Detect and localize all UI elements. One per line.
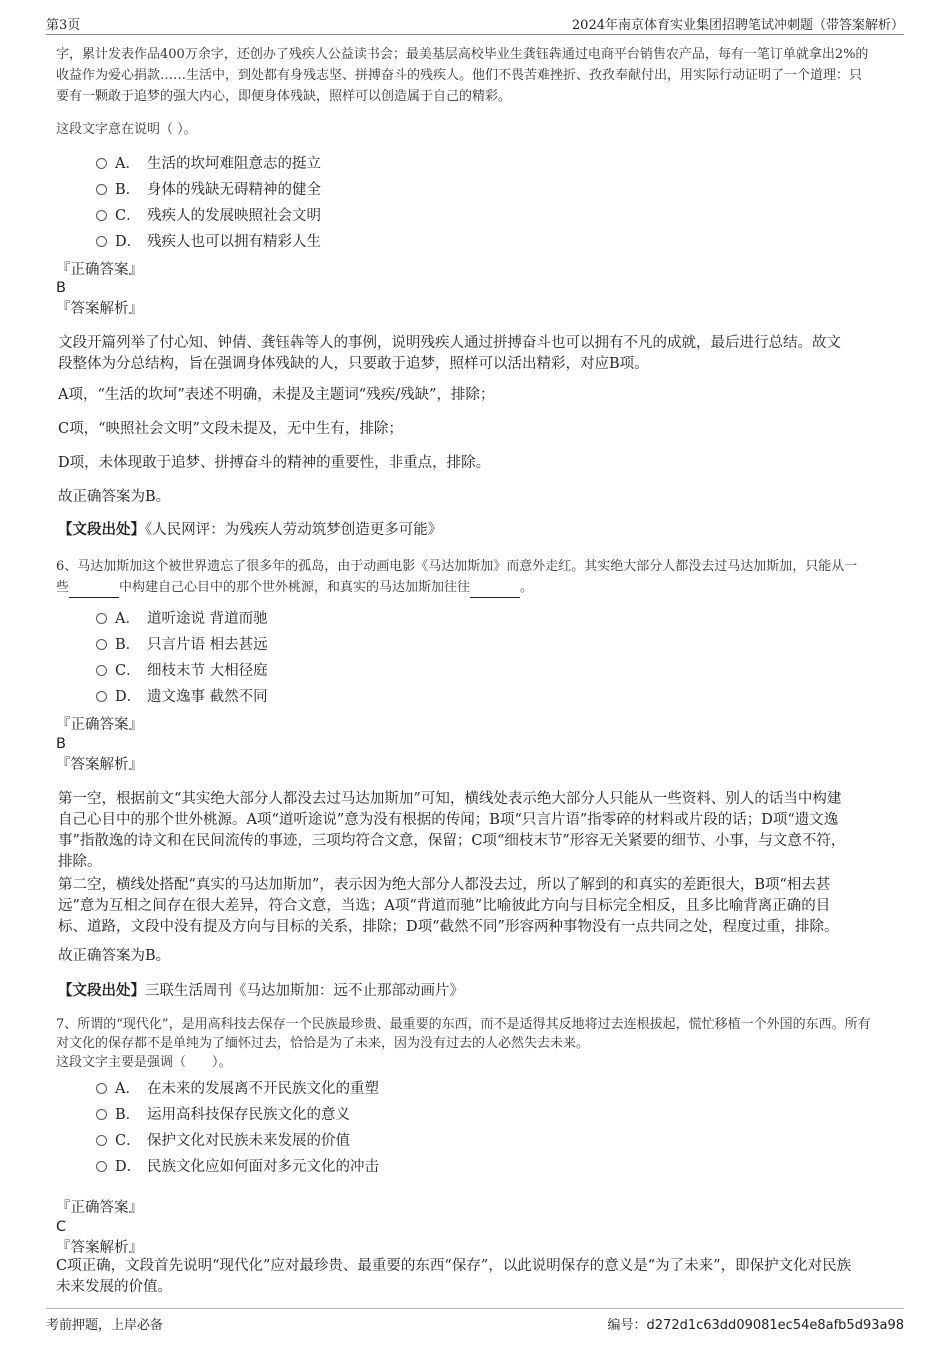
question-6-stem: 6、马达加斯加这个被世界遗忘了很多年的孤岛，由于动画电影《马达加斯加》而意外走红。其实绝大部分人都没去过马达加斯加，只能从一 些 中构建自己心目中的那个世外桃源，和真实的马达加斯加往往 。 [56,556,857,598]
q6-answer-label: 『正确答案』 [56,717,143,733]
analysis-option-c: C项，“映照社会文明”文段未提及，无中生有，排除； [58,421,403,437]
analysis-label: 『答案解析』 [56,301,143,317]
option-d[interactable]: D． 残疾人也可以拥有精彩人生 [96,231,321,253]
blank-1 [69,583,119,598]
conclusion: 故正确答案为B。 [58,489,171,505]
radio-icon[interactable] [96,210,107,221]
q6-analysis-para-2: 第二空，横线处搭配“真实的马达加斯加”，表示因为绝大部分人都没去过，所以了解到的和真实的差距很大，B项“相去甚 远”意为互相之间存在很大差异，符合文意，当选；A项“背道而驰”比喻彼此方向与目标完全相反，且多比喻背离正确的目 标、道路，文段中没有提及方向与目标的关系，排除；D项“截然不同”形容两种事物没有一点共同之处，程度过重，排除。 [58,877,839,935]
analysis-option-a: A项，“生活的坎坷”表述不明确，未提及主题词“残疾/残缺”，排除； [58,387,495,403]
radio-icon[interactable] [96,613,107,624]
q6-conclusion: 故正确答案为B。 [58,948,171,964]
passage-line: 收益作为爱心捐款……生活中，到处都有身残志坚、拼搏奋斗的残疾人。他们不畏苦难挫折、孜孜奉献付出，用实际行动证明了一个道理：只 [56,68,863,83]
page-number: 第3页 [46,18,81,33]
radio-icon[interactable] [96,1083,107,1094]
footer-slogan: 考前押题，上岸必备 [46,1318,164,1333]
document-code: 编号：d272d1c63dd09081ec54e8afb5d93a98 [607,1318,904,1333]
radio-icon[interactable] [96,665,107,676]
answer-value: B [56,280,66,296]
q6-option-c[interactable]: C． 细枝末节 大相径庭 [96,660,268,682]
passage-line: 要有一颗敢于追梦的强大内心，即便身体残缺，照样可以创造属于自己的精彩。 [56,89,512,104]
passage-line: 字，累计发表作品400万余字，还创办了残疾人公益读书会；最美基层高校毕业生龚钰犇通过电商平台销售农产品，每有一笔订单就拿出2%的 [56,47,869,62]
document-title: 2024年南京体育实业集团招聘笔试冲刺题（带答案解析） [571,18,904,33]
page-footer [46,1308,904,1336]
q7-option-a[interactable]: A． 在未来的发展离不开民族文化的重塑 [96,1078,379,1100]
question-7-stem: 7、所谓的“现代化”，是用高科技去保存一个民族最珍贵、最重要的东西，而不是适得其反地将过去连根拔起，慌忙移植一个外国的东西。所有 对文化的保存都不是单纯为了缅怀过去，恰恰是为了未来，因为没有过去的人必然失去未来。 这段文字主要是强调（ ）。 [56,1017,871,1070]
analysis-text: 文段开篇列举了付心知、钟倩、龚钰犇等人的事例，说明残疾人通过拼搏奋斗也可以拥有不凡的成就，最后进行总结。故文 段整体为分总结构，旨在强调身体残缺的人，只要敢于追梦，照样可以活出精彩，对应B项。 [58,335,841,372]
page-header [46,14,904,35]
q7-option-c[interactable]: C． 保护文化对民族未来发展的价值 [96,1130,350,1152]
analysis-option-d: D项，未体现敢于追梦、拼搏奋斗的精神的重要性，非重点，排除。 [58,455,491,471]
q7-option-d[interactable]: D． 民族文化应如何面对多元文化的冲击 [96,1156,379,1178]
radio-icon[interactable] [96,1109,107,1120]
q7-answer-value: C [56,1219,67,1235]
option-b[interactable]: B． 身体的残缺无碍精神的健全 [96,179,321,201]
intro-passage [56,44,868,107]
radio-icon[interactable] [96,639,107,650]
blank-2 [470,583,520,598]
q6-option-d[interactable]: D． 遗文逸事 截然不同 [96,686,268,708]
option-c[interactable]: C． 残疾人的发展映照社会文明 [96,205,321,227]
q7-option-b[interactable]: B． 运用高科技保存民族文化的意义 [96,1104,350,1126]
q7-analysis-label: 『答案解析』 [56,1240,143,1256]
q7-analysis-text: C项正确，文段首先说明“现代化”应对最珍贵、最重要的东西“保存”，以此说明保存的意义是“为了未来”，即保护文化对民族 未来发展的价值。 [56,1258,852,1295]
q6-option-a[interactable]: A． 道听途说 背道而驰 [96,608,268,630]
option-a[interactable]: A． 生活的坎坷难阻意志的挺立 [96,153,321,175]
q7-answer-label: 『正确答案』 [56,1200,143,1216]
q6-option-b[interactable]: B． 只言片语 相去甚远 [96,634,268,656]
q6-source: 【文段出处】三联生活周刊《马达加斯加：远不止那部动画片》 [58,982,464,999]
radio-icon[interactable] [96,158,107,169]
q6-answer-value: B [56,736,66,752]
radio-icon[interactable] [96,1161,107,1172]
q6-analysis-para-1: 第一空，根据前文“其实绝大部分人都没去过马达加斯加”可知，横线处表示绝大部分人只能从一些资料、别人的话当中构建 自己心目中的那个世外桃源。A项“道听途说”意为没有根据的传闻；B项“只言片语”指零碎的材料或片段的话；D项“遗文逸 事”指散逸的诗文和在民间流传的事迹，三项均符合文意，保留；C项“细枝末节”形容无关紧要的细节、小事，与文意不符， 排除。 [58,791,846,870]
radio-icon[interactable] [96,691,107,702]
source: 【文段出处】《人民网评：为残疾人劳动筑梦创造更多可能》 [58,521,443,538]
radio-icon[interactable] [96,236,107,247]
radio-icon[interactable] [96,1135,107,1146]
question-stem: 这段文字意在说明（ ）。 [56,122,197,137]
answer-label: 『正确答案』 [56,262,143,278]
q6-analysis-label: 『答案解析』 [56,757,143,773]
radio-icon[interactable] [96,184,107,195]
